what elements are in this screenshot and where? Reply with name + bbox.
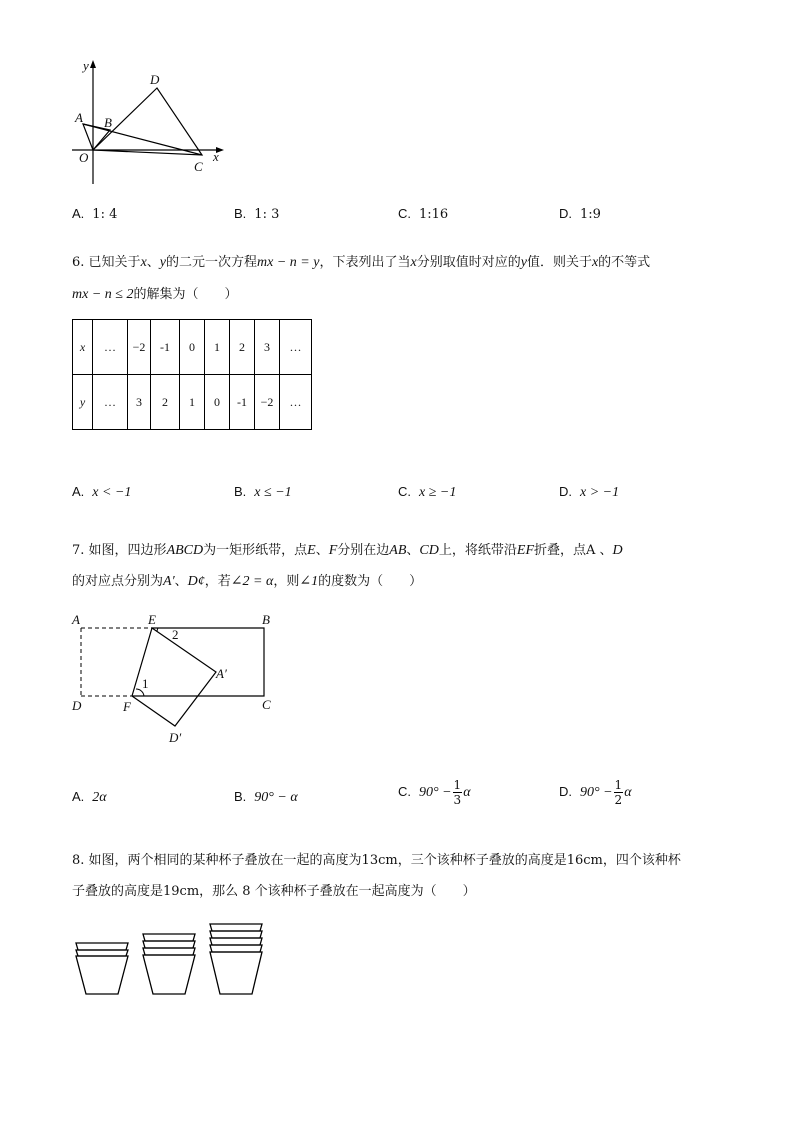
option-label: C. <box>398 784 411 799</box>
table-row-x <box>73 320 312 375</box>
label-a-prime: A′ <box>216 666 227 681</box>
label-f: F <box>123 699 131 714</box>
table-cell: 3 <box>128 375 151 430</box>
label-o: O <box>79 150 89 165</box>
label-a: A <box>75 110 83 125</box>
q6-option-b[interactable] <box>234 484 292 501</box>
table-cell: -1 <box>230 375 255 430</box>
option-text: 1: 4 <box>92 207 118 222</box>
label-2: 2 <box>172 627 179 642</box>
table-cell: … <box>280 375 312 430</box>
table-cell: −2 <box>255 375 280 430</box>
option-label: A. <box>72 789 85 804</box>
table-cell: -1 <box>151 320 180 375</box>
table-cell: 2 <box>151 375 180 430</box>
fraction: $\frac{1}{3}$ <box>453 778 462 807</box>
label-d: D <box>72 698 82 713</box>
q8-stem-line2: 子叠放的高度是19cm，那么 8 个该种杯子叠放在一起高度为（ ） <box>72 884 476 899</box>
table-cell: … <box>280 320 312 375</box>
table-cell: 1 <box>205 320 230 375</box>
option-label: C. <box>398 484 411 499</box>
option-text: x ≥ −1 <box>419 485 457 500</box>
q7-option-a[interactable] <box>72 789 107 806</box>
table-cell: y <box>73 375 93 430</box>
table-cell: 1 <box>180 375 205 430</box>
table-cell: … <box>93 320 128 375</box>
table-cell: x <box>73 320 93 375</box>
option-text: 1:16 <box>419 207 449 222</box>
option-label: D. <box>559 484 572 499</box>
q7-stem-line2: 的对应点分别为A′、D¢，若∠2 = α，则∠1的度数为（ ） <box>72 574 423 589</box>
q7-stem-line1: 7. 如图，四边形ABCD为一矩形纸带，点E、F分别在边AB、CD上，将纸带沿EF折叠，点A 、D <box>72 543 623 558</box>
option-label: A. <box>72 484 85 499</box>
label-y: y <box>83 58 89 73</box>
option-label: D. <box>559 206 572 221</box>
q6-option-d[interactable] <box>559 484 619 501</box>
label-c: C <box>194 159 203 174</box>
rectangle-edge <box>132 628 264 696</box>
option-text: α <box>624 785 632 800</box>
option-text: 1:9 <box>580 207 601 222</box>
option-text: 90° − <box>419 785 452 800</box>
q8-stem-line1: 8. 如图，两个相同的某种杯子叠放在一起的高度为13cm，三个该种杯子叠放的高度是16cm，四个该种杯 <box>72 853 681 868</box>
option-label: B. <box>234 206 247 221</box>
option-text: x > −1 <box>580 485 620 500</box>
y-axis-arrow <box>90 60 96 68</box>
q5-option-b[interactable] <box>234 206 279 222</box>
q7-folded-strip-figure <box>66 608 286 750</box>
q5-option-a[interactable] <box>72 206 117 222</box>
fraction: $\frac{1}{2}$ <box>614 778 623 807</box>
q6-stem-line1: 6. 已知关于x、y的二元一次方程mx − n = y，下表列出了当x分别取值时对应的y值．则关于x的不等式 <box>72 255 651 270</box>
label-b: B <box>262 612 270 627</box>
option-text: α <box>463 785 471 800</box>
table-row-y <box>73 375 312 430</box>
label-d: D <box>150 72 160 87</box>
option-label: B. <box>234 484 247 499</box>
option-text: 90° − <box>580 785 613 800</box>
label-x: x <box>213 149 219 164</box>
cup-stack-2 <box>76 943 128 994</box>
q7-option-b[interactable] <box>234 789 298 806</box>
cup-stack-4 <box>210 924 262 994</box>
q6-option-c[interactable] <box>398 484 456 501</box>
q6-value-table <box>72 319 312 430</box>
label-c: C <box>262 697 271 712</box>
option-text: 90° − α <box>254 790 298 805</box>
option-label: C. <box>398 206 411 221</box>
label-b: B <box>104 115 112 130</box>
option-text: 1: 3 <box>254 207 280 222</box>
q5-option-d[interactable] <box>559 206 601 222</box>
table-cell: … <box>93 375 128 430</box>
q8-stacked-cups-figure <box>72 918 272 1000</box>
table-cell: −2 <box>128 320 151 375</box>
label-e: E <box>148 612 156 627</box>
label-a: A <box>72 612 80 627</box>
option-label: A. <box>72 206 85 221</box>
option-label: B. <box>234 789 247 804</box>
table-cell: 3 <box>255 320 280 375</box>
q7-option-c[interactable] <box>398 778 471 807</box>
table-cell: 2 <box>230 320 255 375</box>
option-text: 2α <box>92 790 107 805</box>
label-1: 1 <box>142 676 149 691</box>
table-cell: 0 <box>205 375 230 430</box>
cup-stack-3 <box>143 934 195 994</box>
q6-option-a[interactable] <box>72 484 131 501</box>
q5-coordinate-figure <box>70 58 230 188</box>
option-text: x ≤ −1 <box>254 485 292 500</box>
q6-stem-line2: mx − n ≤ 2的解集为（ ） <box>72 287 238 302</box>
table-cell: 0 <box>180 320 205 375</box>
q5-option-c[interactable] <box>398 206 448 222</box>
q7-option-d[interactable] <box>559 778 632 807</box>
label-d-prime: D′ <box>169 730 182 745</box>
option-label: D. <box>559 784 572 799</box>
option-text: x < −1 <box>92 485 132 500</box>
